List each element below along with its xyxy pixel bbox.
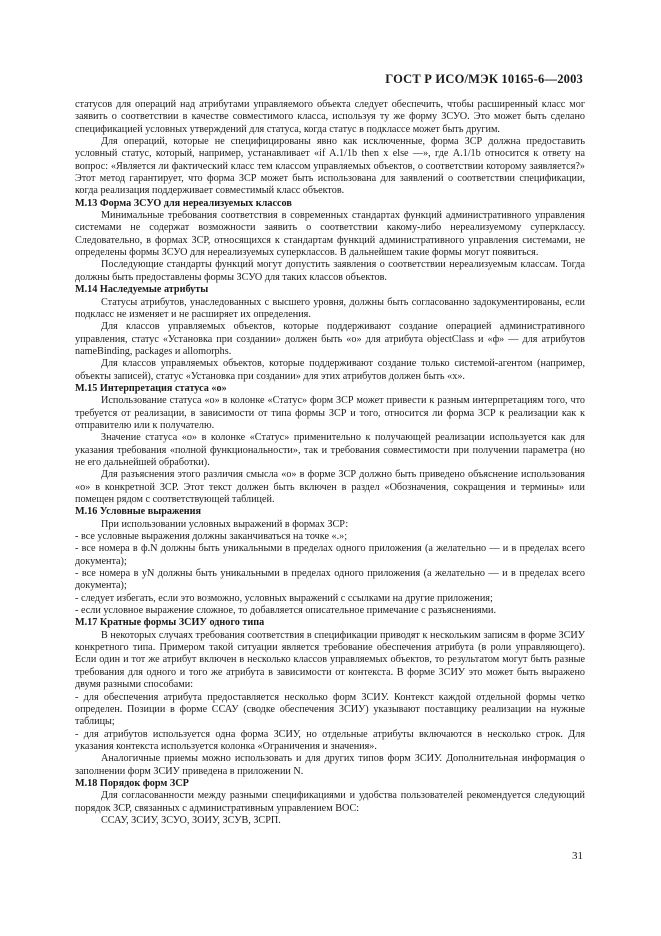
section-heading: М.15 Интерпретация статуса «о» [75, 382, 227, 394]
standard-header: ГОСТ Р ИСО/МЭК 10165-6—2003 [385, 72, 583, 86]
section-heading: М.18 Порядок форм ЗСР [75, 777, 189, 789]
list-item: - для обеспечения атрибута предоставляется несколько форм ЗСИУ. Контекст каждой отдельной формы четко определен. Позиции в форме ССАУ (сводке обеспечения ЗСИУ) указывают поставщику реализации на нужные таблицы; [75, 691, 585, 728]
list-item: - следует избегать, если это возможно, условных выражений с ссылками на другие приложения; [75, 592, 493, 604]
paragraph: Минимальные требования соответствия в современных стандартах функций административного управления системами не содержат возможности заявить о соответствии какому-либо нереализуемому суперклассу. Следовательно, в формах ЗСР, относящихся к стандартам функций административного управления системами, не определены формы ЗСУО для нереализуемых суперклассов. В дальнейшем такие формы могут появиться. [75, 210, 585, 259]
paragraph: Аналогичные приемы можно использовать и для других типов форм ЗСИУ. Дополнительная информация о заполнении форм ЗСИУ приведена в приложении N. [75, 753, 585, 777]
paragraph: Для согласованности между разными спецификациями и удобства пользователей рекомендуется следующий порядок ЗСР, связанных с административным управлением ВОС: [75, 790, 585, 814]
paragraph: Использование статуса «о» в колонке «Статус» форм ЗСР может привести к разным интерпретациям того, что требуется от реализации, в зависимости от типа формы ЗСР и того, относится ли форма ЗСР к реализации как к отправителю или к получателю. [75, 395, 585, 431]
paragraph: ССАУ, ЗСИУ, ЗСУО, ЗОИУ, ЗСУВ, ЗСРП. [101, 814, 281, 826]
paragraph-continued: статусов для операций над атрибутами управляемого объекта следует обеспечить, чтобы расширенный класс мог заявить о соответствии в качестве совместимого класса, используя ту же форму ЗСУО. Это может быть сделано спецификацией условных утверждений для статуса, когда статус в подклассе может быть другим. [75, 99, 585, 135]
body-text [75, 99, 585, 827]
list-item: - все условные выражения должны заканчиваться на точке «.»; [75, 531, 348, 543]
paragraph: В некоторых случаях требования соответствия в спецификации приводят к нескольким записям в форме ЗСИУ конкретного типа. Примером такой ситуации является требование обеспечения атрибута (в роли управляющего). Если один и тот же атрибут включен в несколько классов управляемых объектов, то результатом могут быть разные требования для одного и того же атрибута в зависимости от контекста. В форме ЗСИУ это может быть выражено двумя разными способами: [75, 629, 585, 691]
paragraph: Для классов управляемых объектов, которые поддерживают создание только системой-агентом (например, объекты записей), статус «Установка при создании» для этих атрибутов должен быть «х». [75, 358, 585, 382]
paragraph: При использовании условных выражений в формах ЗСР: [101, 518, 349, 530]
paragraph: Статусы атрибутов, унаследованных с высшего уровня, должны быть согласованно задокументированы, если подкласс не изменяет и не расширяет их определения. [75, 296, 585, 320]
list-item: - все номера в yN должны быть уникальными в пределах одного приложения (а желательно — и в пределах всего документа); [75, 568, 585, 592]
section-heading: М.13 Форма ЗСУО для нереализуемых классов [75, 197, 292, 209]
page-number: 31 [572, 850, 583, 862]
paragraph: Значение статуса «о» в колонке «Статус» применительно к получающей реализации используется как для указания требования «полной функциональности», так и требования совместимости при получении параметра (но не его дальнейшей обработки). [75, 432, 585, 468]
paragraph: Для классов управляемых объектов, которые поддерживают создание операцией административного управления, статус «Установка при создании» должен быть «о» для атрибута objectClass и «ф» — для атрибутов nameBinding, packages и allomorphs. [75, 321, 585, 357]
list-item: - для атрибутов используется одна форма ЗСИУ, но отдельные атрибуты включаются в несколько строк. Для указания контекста используется колонка «Ограничения и значения». [75, 728, 585, 752]
section-heading: М.16 Условные выражения [75, 506, 201, 518]
paragraph: Для разъяснения этого различия смысла «о» в форме ЗСР должно быть приведено объяснение использования «о» в конкретной ЗСР. Этот текст должен быть включен в раздел «Обозначения, сокращения и термины» или помещен рядом с соответствующей таблицей. [75, 469, 585, 505]
section-heading: М.14 Наследуемые атрибуты [75, 284, 209, 296]
paragraph: Для операций, которые не специфицированы явно как исключенные, форма ЗСР должна предоставить условный статус, который, например, устанавливает «if A.1/1b then x else —», где A.1/1b относится к ответу на вопрос: «Является ли фактический класс тем классом управляемых объектов, о соответствии которому заявляется?» Этот метод гарантирует, что форма ЗСР может быть использована для заявлений о соответствии спецификации, когда реализация поддерживает совместимый класс объектов. [75, 136, 585, 197]
list-item: - если условное выражение сложное, то добавляется описательное примечание с разъяснениями. [75, 605, 497, 617]
section-heading: М.17 Кратные формы ЗСИУ одного типа [75, 617, 265, 629]
list-item: - все номера в ф.N должны быть уникальными в пределах одного приложения (а желательно — и в пределах всего документа); [75, 543, 585, 567]
paragraph: Последующие стандарты функций могут допустить заявления о соответствии нереализуемым классам. Тогда должны быть предоставлены формы ЗСУО для таких классов объектов. [75, 259, 585, 283]
